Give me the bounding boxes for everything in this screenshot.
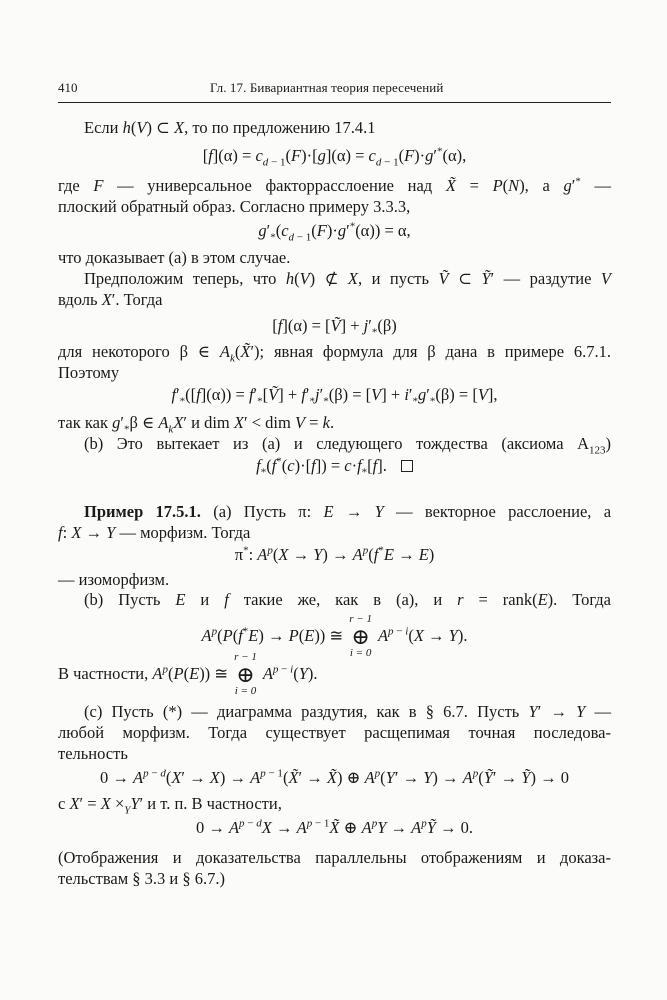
text-line: плоский обратный образ. Согласно примеру 3.3.3,	[58, 197, 411, 216]
text-line: так как $g'_*\beta$ ∈ $A_kX'$ и dim X′ < dim V = k.	[58, 413, 335, 436]
formula: $g'_*(c_{d - 1}(F)\cdot g'^*(\alpha)) = \alpha$,	[258, 220, 411, 244]
text-line: В частности, $A^p(P(E))$ ≅ ⊕ r − 1 i = 0 $A^{p - i}(Y)$.	[58, 651, 318, 697]
text-line: (Отображения и доказательства параллельны отображениям и доказа-	[58, 848, 611, 867]
text-line: вдоль X′. Тогда	[58, 290, 163, 309]
formula: $[f](\alpha) = c_{d - 1}(F)\cdot[g](\alpha) = c_{d - 1}(F)\cdot g'^*(\alpha)$,	[202, 145, 467, 169]
text-line: тельность	[58, 744, 128, 763]
formula: [f](α) = [Ṽ] + $j'_*(\beta)$	[272, 316, 397, 339]
page-number: 410	[58, 80, 78, 95]
text-line: (c) Пусть (*) — диаграмма раздутия, как в § 6.7. Пусть Y′ → Y —	[84, 702, 612, 721]
formula: π*: $A^p(X \to Y) \to A^p(f^*E \to E)$	[234, 544, 435, 564]
text-line: — изоморфизм.	[58, 570, 170, 589]
formula: $f_*(f^*(c)\cdot[f]) = c\cdot f_*[f]$.	[58, 456, 611, 476]
text-line: где F — универсальное факторрасслоение над X̃ = P(N), а g′* —	[58, 175, 611, 195]
text-line: (b) Это вытекает из (а) и следующего тождества (аксиома $A_{123}$)	[84, 434, 611, 457]
running-title: Гл. 17. Бивариантная теория пересечений	[210, 80, 444, 95]
formula: $A^p(P(f^*E) \to P(E))$ ≅ ⊕ r − 1 i = 0 $A^{p - i}(X \to Y)$.	[201, 613, 468, 659]
formula: $0 \to A^{p - d}X$ → $A^{p - 1}X̃$ ⊕ $A^pY$ → $A^pỸ \to 0$.	[195, 817, 474, 837]
text-line: Пример 17.5.1. (a) Пусть π: E → Y — векторное расслоение, а	[84, 502, 612, 521]
text-line: с $X' = X \times_YY'$ и т. п. В частности,	[58, 794, 282, 817]
text-line: (b) Пусть E и f такие же, как в (а), и r = rank(E). Тогда	[84, 590, 611, 609]
header-rule	[58, 102, 611, 103]
formula: $f'_*([f](\alpha))$ = $f'_*[Ṽ] + f'_*j'_*(\beta) = [V] + i'_*g'_*(\beta) = [V]$,	[171, 385, 498, 408]
text-line: Поэтому	[58, 363, 120, 382]
text-line: для некоторого β ∈ $A_k(X̃')$; явная формула для β дана в примере 6.7.1.	[58, 342, 611, 365]
text-line: Если h(V) ⊂ X, то по предложению 17.4.1	[84, 118, 376, 137]
text-line: что доказывает (а) в этом случае.	[58, 248, 291, 267]
text-line: тельствам § 3.3 и § 6.7.)	[58, 869, 225, 888]
qed-square-icon	[401, 460, 413, 472]
text-line: Предположим теперь, что h(V) ⊄ X, и пусть Ṽ ⊂ Ỹ′ — раздутие V	[84, 269, 611, 288]
text-line: любой морфизм. Тогда существует расщепимая точная последова-	[58, 723, 611, 742]
text-line: f: X → Y — морфизм. Тогда	[58, 523, 251, 542]
formula: $0 \to A^{p - d}(X' \to X)$ → $A^{p - 1}(X̃'$ → X̃) ⊕ $A^p(Y' \to Y)$ → $A^p(Ỹ'$ → Ỹ) → 0	[100, 767, 569, 787]
